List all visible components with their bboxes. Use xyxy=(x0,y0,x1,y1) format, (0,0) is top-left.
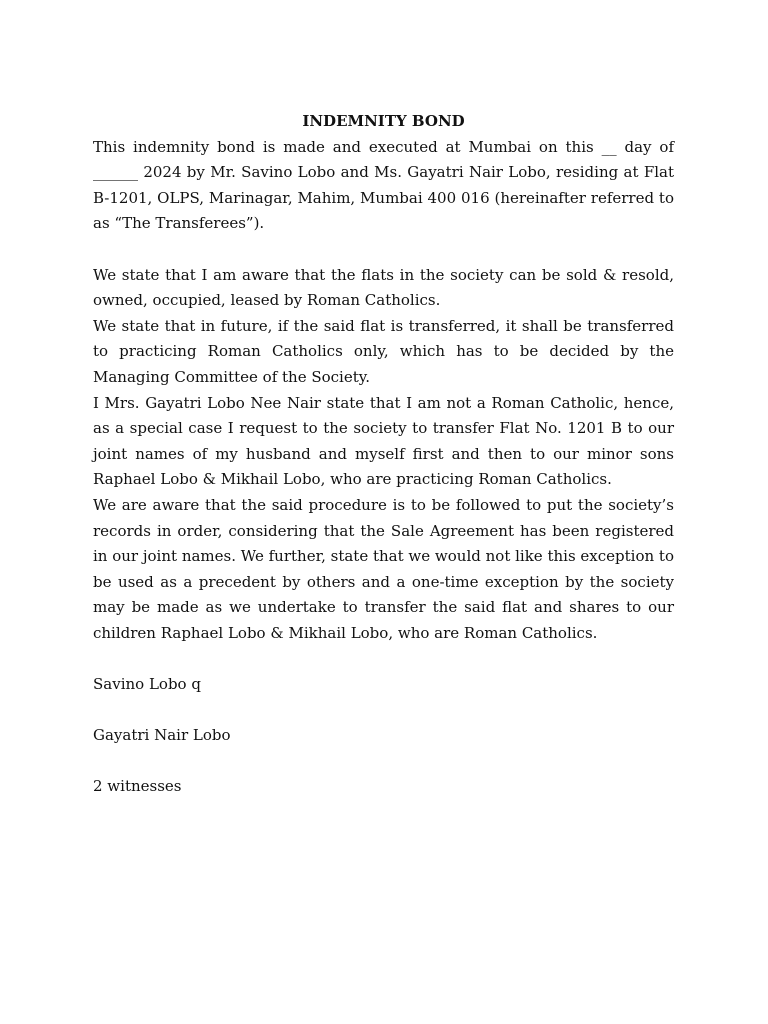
paragraph-intro: This indemnity bond is made and executed at Mumbai on this __ day of ______ 2024 by Mr. Savino Lobo and Ms. Gayatri Nair Lobo, residing at Flat B-1201, OLPS, Marinagar, Mahim, Mumbai 400 016 (hereinafter referred to as “The Transferees”). xyxy=(93,137,674,233)
blank-line xyxy=(93,237,674,263)
signatory-savino: Savino Lobo q xyxy=(93,675,201,694)
witnesses-line: 2 witnesses xyxy=(93,777,182,796)
paragraph-future-transfer: We state that in future, if the said flat is transferred, it shall be transferred to practicing Roman Catholics only, which has to be decided by the Managing Committee of the Society. xyxy=(93,316,674,386)
signatory-gayatri: Gayatri Nair Lobo xyxy=(93,726,231,745)
blank-line xyxy=(93,646,674,672)
blank-line xyxy=(93,749,674,775)
paragraph-special-case: I Mrs. Gayatri Lobo Nee Nair state that I am not a Roman Catholic, hence, as a special case I request to the society to transfer Flat No. 1201 B to our joint names of my husband and myself first and then to our minor sons Raphael Lobo & Mikhail Lobo, who are practicing Roman Catholics. xyxy=(93,393,674,489)
document-title: INDEMNITY BOND xyxy=(302,112,465,130)
paragraph-procedure: We are aware that the said procedure is to be followed to put the society’s records in order, considering that the Sale Agreement has been registered in our joint names. We further, state that we would not like this exception to be used as a precedent by others and a one-time exception by the society may be made as we undertake to transfer the said flat and shares to our children Raphael Lobo & Mikhail Lobo, who are Roman Catholics. xyxy=(93,495,674,642)
paragraph-awareness: We state that I am aware that the flats in the society can be sold & resold, owned, occupied, leased by Roman Catholics. xyxy=(93,265,674,310)
blank-line xyxy=(93,698,674,724)
document-page xyxy=(93,109,674,800)
